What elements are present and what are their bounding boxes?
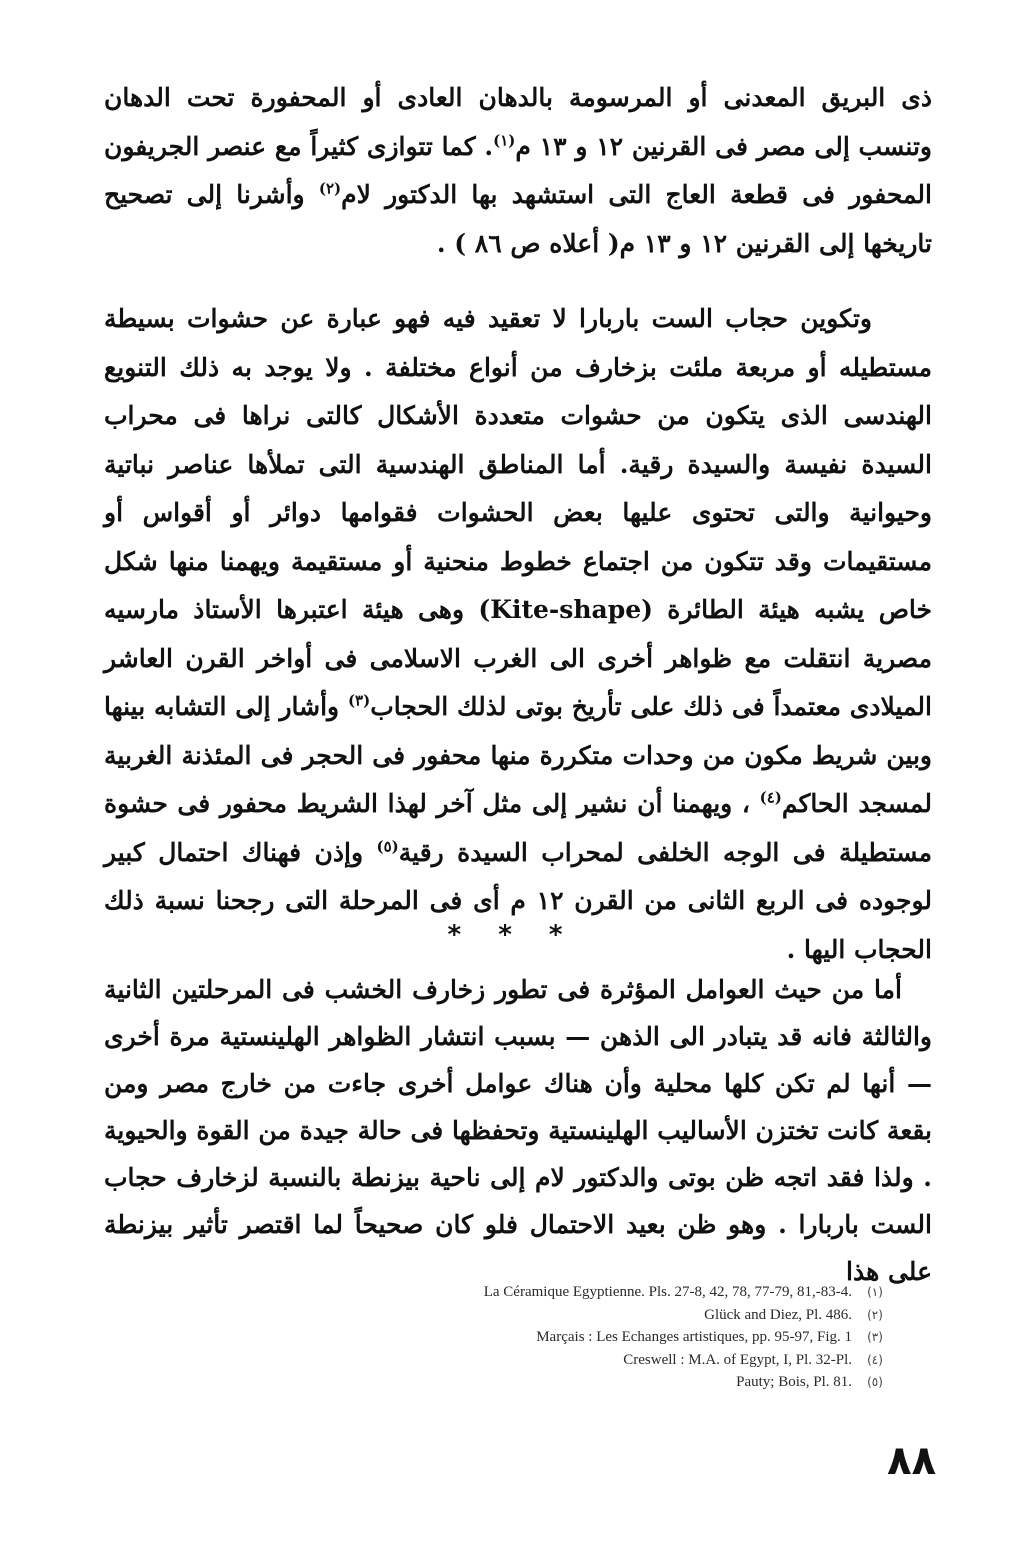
paragraph-2-part-b: وأشار إلى التشابه بينها وبين شريط مكون من وحدات متكررة منها محفور فى الحجر فى المئذنة الغربية لمسجد الحاكم: [104, 692, 932, 818]
paragraph-2-part-d: وإذن فهناك احتمال كبير لوجوده فى الربع الثانى من القرن ١٢ م أى فى المرحلة التى رجحنا نسبة ذلك الحجاب اليها .: [104, 837, 932, 964]
paragraph-2-part-c: ، ويهمنا أن نشير إلى مثل آخر لهذا الشريط محفور فى حشوة مستطيلة فى الوجه الخلفى لمحراب السيدة رقية: [104, 789, 933, 867]
footnote-ref-5: (٥): [376, 837, 399, 856]
paragraph-3: [104, 966, 932, 1295]
page-number: ٨٨: [887, 1438, 936, 1484]
footnote-text: Creswell : M.A. of Egypt, I, Pl. 32-Pl.: [623, 1351, 852, 1368]
footnote-number: (٤): [867, 1352, 883, 1367]
footnote-4: [270, 1349, 898, 1372]
footnote-number: (٢): [867, 1307, 883, 1322]
paragraph-1-text: ذى البريق المعدنى أو المرسومة بالدهان العادى أو المحفورة تحت الدهان وتنسب إلى مصر فى القرنين ١٢ و ١٣ م: [104, 83, 932, 161]
footnote-ref-2: (٢): [318, 179, 342, 198]
footnote-number: (٣): [867, 1330, 883, 1344]
footnote-3: [270, 1326, 898, 1349]
footnote-1: [270, 1281, 898, 1304]
section-separator: * * *: [447, 920, 577, 950]
footnote-5: [270, 1371, 898, 1394]
footnotes: [270, 1281, 898, 1394]
footnote-text: La Céramique Egyptienne. Pls. 27-8, 42, 78, 77-79, 81,-83-4.: [483, 1284, 852, 1300]
paragraph-2: [104, 295, 932, 974]
paragraph-3-text: أما من حيث العوامل المؤثرة فى تطور زخارف الخشب فى المرحلتين الثانية والثالثة فانه قد يتبادر الى الذهن — بسبب انتشار الظواهر الهلينستية مرة أخرى — أنها لم تكن كلها محلية وأن هناك عوامل أخرى جاءت من خارج مصر ومن بقعة كانت تختزن الأساليب الهلينستية وتحفظها فى حالة جيدة من القوة والحيوية . ولذا فقد اتجه ظن بوتى والدكتور لام إلى ناحية بيزنطة بالنسبة لزخارف حجاب الست باربارا . وهو ظن بعيد الاحتمال فلو كان صحيحاً لما اقتصر تأثير بيزنطة على هذا: [104, 975, 932, 1286]
paragraph-1-end: وأشرنا إلى تصحيح تاريخها إلى القرنين ١٢ و ١٣ م( أعلاه ص ٨٦ ) .: [104, 180, 932, 258]
footnote-2: [270, 1304, 898, 1327]
footnote-text: Glück and Diez, Pl. 486.: [704, 1306, 852, 1323]
footnote-ref-4: (٤): [759, 788, 782, 807]
footnote-text: Marçais : Les Echanges artistiques, pp. 95-97, Fig. 1: [536, 1329, 852, 1345]
footnote-number: (٥): [867, 1375, 883, 1389]
footnote-number: (١): [867, 1285, 883, 1299]
footnote-ref-3: (٣): [347, 691, 371, 710]
paragraph-1-mid: . كما تتوازى كثيراً مع عنصر الجريفون المحفور فى قطعة العاج التى استشهد بها الدكتور لام: [104, 131, 932, 209]
footnote-ref-1: (١): [493, 131, 516, 150]
footnote-text: Pauty; Bois, Pl. 81.: [736, 1374, 852, 1390]
paragraph-2-part-a: وتكوين حجاب الست باربارا لا تعقيد فيه فهو عبارة عن حشوات بسيطة مستطيله أو مربعة ملئت بزخارف من أنواع مختلفة . ولا يوجد به ذلك التنويع الهندسى الذى يتكون من حشوات متعددة الأشكال كالتى نراها فى محراب السيدة نفيسة والسيدة رقية. أما المناطق الهندسية التى تملأها عناصر نباتية وحيوانية والتى تحتوى عليها بعض الحشوات فقوامها دوائر أو أقواس أو مستقيمات وقد تتكون من اجتماع خطوط منحنية أو مستقيمة ويهمنا منها شكل خاص يشبه هيئة الطائرة (Kite-shape) وهى هيئة اعتبرها الأستاذ مارسيه مصرية انتقلت مع ظواهر أخرى الى الغرب الاسلامى فى أواخر القرن العاشر الميلادى معتمداً فى ذلك على تأريخ بوتى لذلك الحجاب: [104, 304, 932, 721]
paragraph-1: [104, 74, 932, 268]
